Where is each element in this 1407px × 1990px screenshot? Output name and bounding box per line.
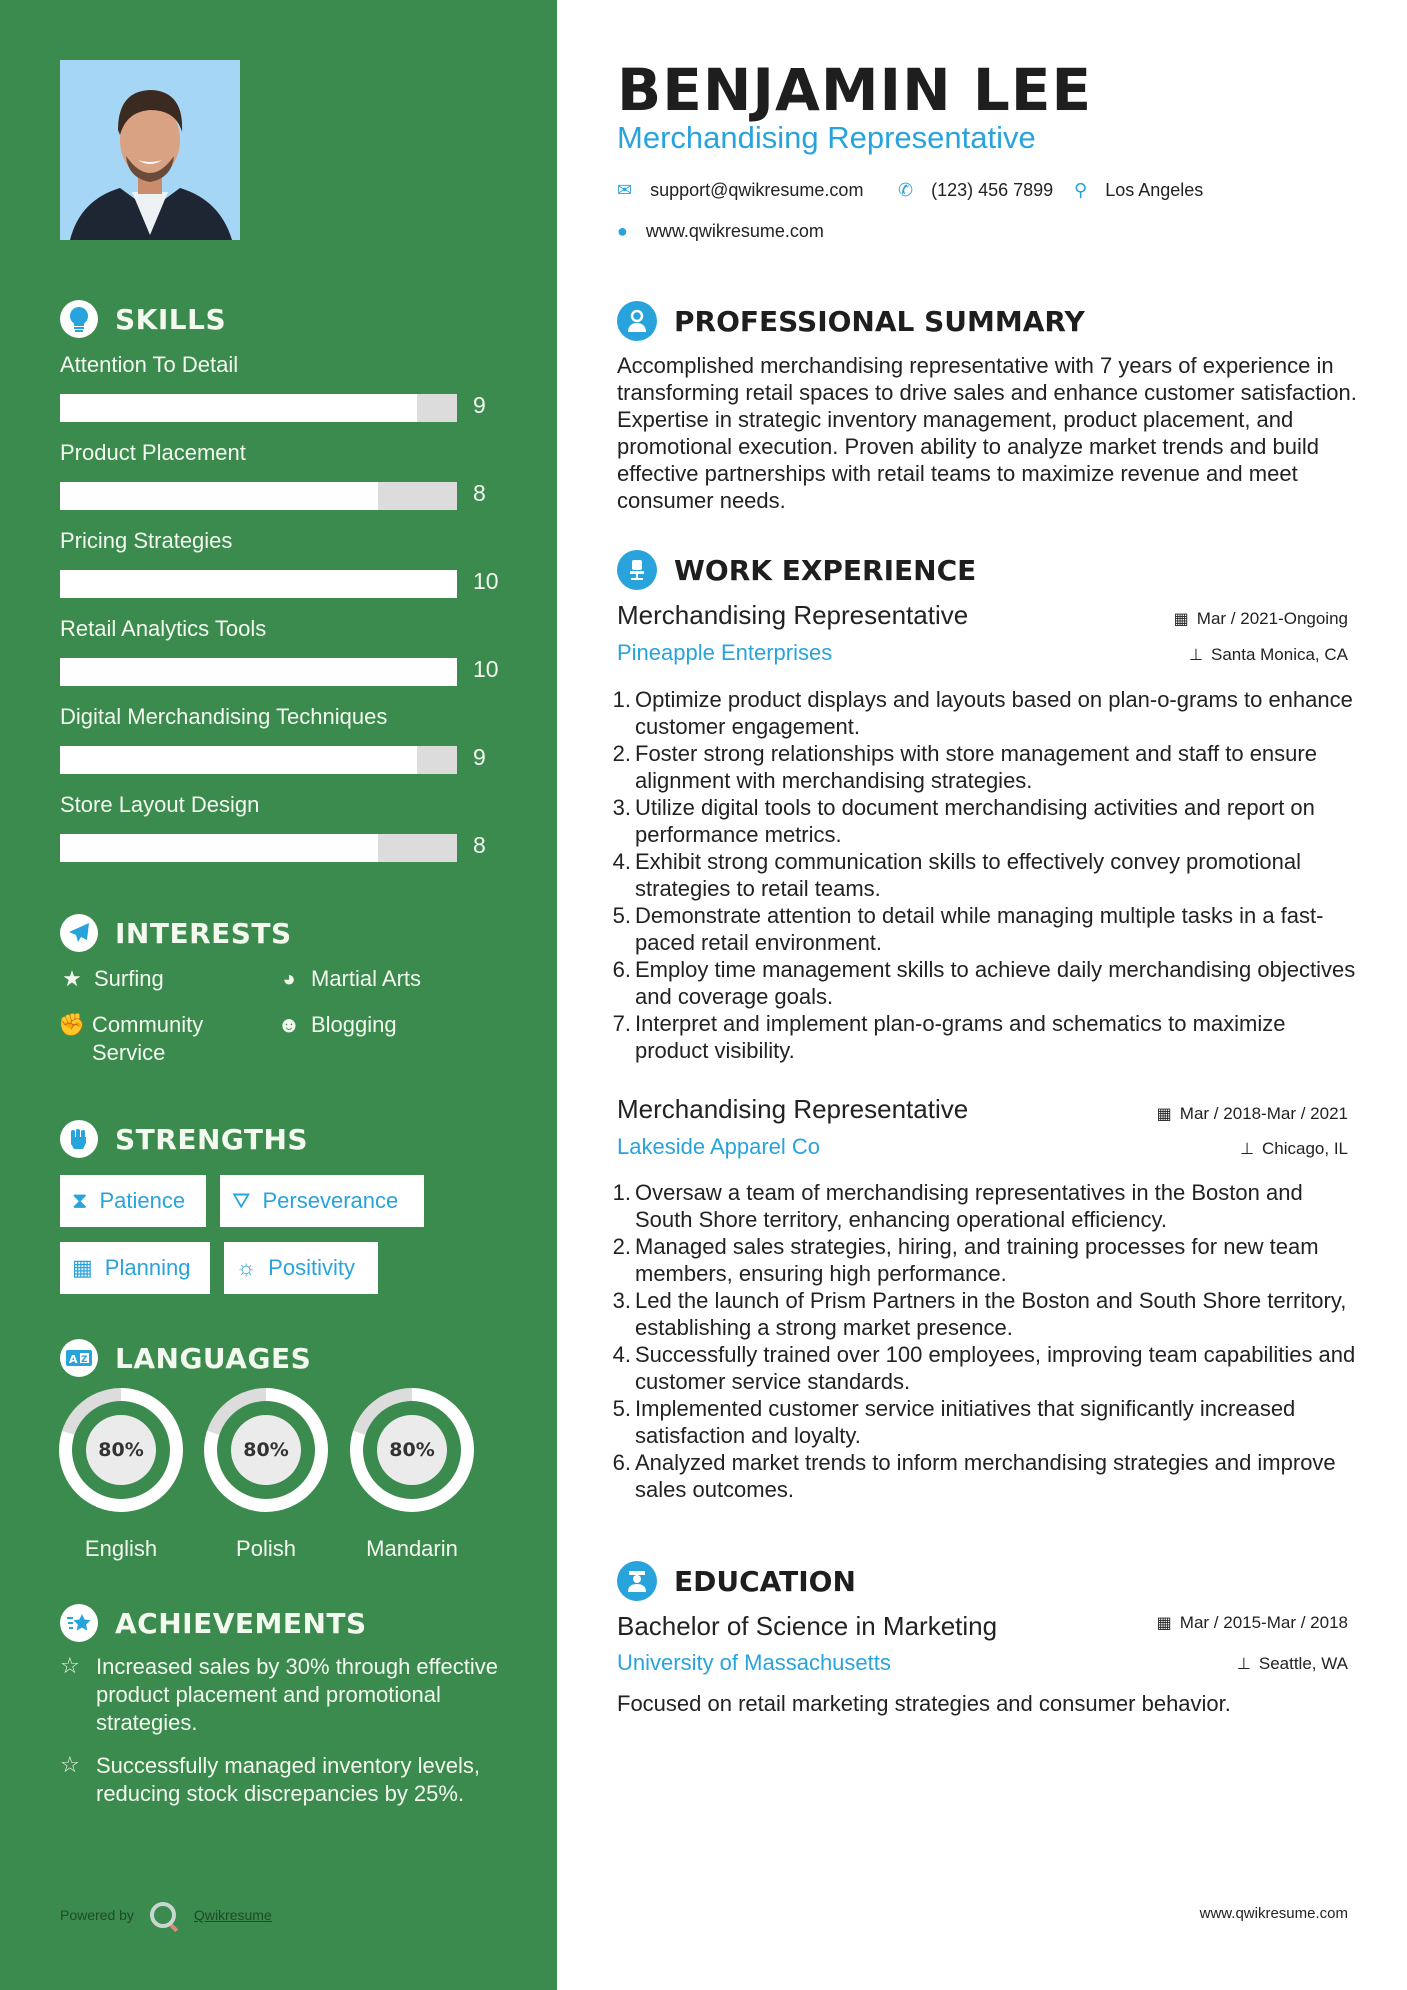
hourglass-icon: ⧗ (72, 1188, 88, 1213)
bullet-item: 3. Utilize digital tools to document merchandising activities and report on performance metrics. (612, 795, 1315, 847)
svg-text:A: A (69, 1353, 78, 1366)
education-header (617, 1561, 856, 1601)
svg-text:Z: Z (81, 1355, 88, 1365)
job-title: Merchandising Representative (617, 600, 969, 630)
achievements-title: ACHIEVEMENTS (115, 1606, 367, 1640)
fist-icon (60, 1120, 98, 1158)
skills-header (60, 300, 226, 338)
pushpin-icon: ⊥ (1240, 1141, 1254, 1158)
strength-label: Positivity (268, 1255, 355, 1280)
interest-label: Surfing (94, 966, 164, 991)
skill-label: Attention To Detail (60, 352, 239, 377)
office-chair-icon (617, 550, 657, 590)
pushpin-icon: ⊥ (1189, 647, 1203, 664)
achievement-item (60, 1752, 510, 1808)
achievement-text: Successfully managed inventory levels, reducing stock discrepancies by 25%. (96, 1753, 480, 1806)
phone-icon: ✆ (898, 180, 914, 200)
strength-label: Perseverance (262, 1188, 399, 1213)
shooting-star-icon: ☆ (60, 1752, 80, 1777)
skill-label: Product Placement (60, 440, 246, 465)
skill-item (60, 352, 500, 418)
skill-item (60, 616, 500, 682)
skills-title: SKILLS (115, 302, 227, 336)
job-dates: ▦ Mar / 2021-Ongoing (1173, 609, 1348, 628)
calendar-icon: ▦ (1156, 1615, 1172, 1632)
interest-label: Martial Arts (311, 966, 422, 991)
job-bullets (608, 1179, 1360, 1503)
skill-value: 9 (473, 392, 486, 418)
bullet-item: 3. Led the launch of Prism Partners in the Boston and South Shore territory, establishing a strong market presence. (612, 1288, 1347, 1340)
language-item (204, 1388, 328, 1562)
education-dates: ▦ Mar / 2015-Mar / 2018 (1156, 1613, 1348, 1632)
strength-chip (224, 1242, 378, 1294)
skill-bar (60, 394, 457, 422)
degree-title: Bachelor of Science in Marketing (617, 1611, 998, 1641)
globe-icon: ◕ (282, 966, 296, 991)
skill-bar (60, 658, 457, 686)
language-label: English (84, 1536, 158, 1561)
skill-item (60, 528, 500, 594)
interest-item (277, 965, 421, 993)
skill-bar (60, 746, 457, 774)
calendar-icon: ▦ (1173, 611, 1189, 628)
candidate-role: Merchandising Representative (617, 120, 1036, 155)
language-item (59, 1388, 183, 1562)
sun-icon: ☼ (236, 1255, 257, 1280)
interest-item (58, 1011, 238, 1067)
calendar-icon: ▦ (1156, 1106, 1172, 1123)
achievements-header (60, 1604, 367, 1642)
skill-value: 10 (473, 568, 499, 594)
bullet-item: 4. Successfully trained over 100 employees, improving team capabilities and customer service standards. (612, 1342, 1356, 1394)
paper-plane-icon (60, 914, 98, 952)
bullet-item: 5. Implemented customer service initiatives that significantly increased satisfaction and loyalty. (612, 1396, 1296, 1448)
globe-icon: ● (617, 221, 628, 241)
job-location: ⊥ Chicago, IL (1240, 1139, 1348, 1158)
school-name: University of Massachusetts (617, 1650, 891, 1675)
skill-bar (60, 570, 457, 598)
strengths-title: STRENGTHS (115, 1122, 309, 1156)
contact-website[interactable]: ● www.qwikresume.com (617, 221, 824, 241)
star-icon: ★ (62, 966, 82, 991)
bullet-item: 5. Demonstrate attention to detail while managing multiple tasks in a fast-paced retail environment. (612, 903, 1324, 955)
interests-title: INTERESTS (115, 916, 292, 950)
users-icon: ☻ (277, 1012, 301, 1037)
contact-location: ⚲ Los Angeles (1074, 180, 1204, 200)
skill-value: 9 (473, 744, 486, 770)
bullet-item: 1. Optimize product displays and layouts based on plan-o-grams to enhance customer engagement. (612, 687, 1353, 739)
shooting-star-icon (60, 1604, 98, 1642)
sidebar (0, 0, 557, 1990)
bullet-item: 1. Oversaw a team of merchandising representatives in the Boston and South Shore territory, enhancing operational efficiency. (612, 1180, 1303, 1232)
job-dates: ▦ Mar / 2018-Mar / 2021 (1156, 1104, 1348, 1123)
qwikresume-link[interactable]: Qwikresume (193, 1907, 272, 1923)
language-progress-ring (204, 1388, 328, 1512)
education-location: ⊥ Seattle, WA (1236, 1654, 1348, 1673)
bullet-item: 2. Foster strong relationships with store management and staff to ensure alignment with merchandising strategies. (612, 741, 1317, 793)
language-progress-ring (350, 1388, 474, 1512)
language-item (350, 1388, 474, 1562)
skill-value: 10 (473, 656, 499, 682)
interest-item (277, 1011, 397, 1039)
skill-label: Store Layout Design (60, 792, 260, 817)
envelope-icon: ✉ (617, 180, 633, 200)
languages-header (60, 1339, 311, 1377)
bullet-item: 4. Exhibit strong communication skills to effectively convey promotional strategies to retail teams. (612, 849, 1302, 901)
lightbulb-icon (60, 300, 98, 338)
summary-title: PROFESSIONAL SUMMARY (674, 304, 1085, 338)
calendar-icon: ▦ (72, 1255, 93, 1280)
skill-bar (60, 482, 457, 510)
education-title: EDUCATION (674, 1564, 856, 1598)
language-percent: 80% (86, 1415, 156, 1485)
bullet-item: 6. Employ time management skills to achieve daily merchandising objectives and coverage goals. (612, 957, 1356, 1009)
strength-chip (60, 1175, 206, 1227)
job-location: ⊥ Santa Monica, CA (1189, 645, 1348, 664)
summary-text: Accomplished merchandising representative with 7 years of experience in transforming retail spaces to drive sales and enhance customer satisfaction. Expertise in strategic inventory management, product placement, and promotional execution. Proven ability to analyze market trends and build effective partnerships with retail teams to maximize revenue and meet consumer needs. (617, 353, 1357, 513)
powered-by-label: Powered by (60, 1907, 134, 1923)
location-pin-icon: ⚲ (1074, 180, 1088, 200)
job-bullets (608, 686, 1360, 1064)
strength-chip (60, 1242, 210, 1294)
hand-icon: ✊ (58, 1012, 86, 1037)
strength-label: Patience (99, 1188, 186, 1213)
skill-value: 8 (473, 832, 486, 858)
skill-item (60, 792, 500, 858)
language-percent: 80% (377, 1415, 447, 1485)
skill-value: 8 (473, 480, 486, 506)
qwikresume-logo-icon (150, 1902, 176, 1928)
footer-website-link[interactable]: www.qwikresume.com (1199, 1905, 1348, 1922)
language-percent: 80% (231, 1415, 301, 1485)
strength-label: Planning (104, 1255, 191, 1280)
skill-label: Digital Merchandising Techniques (60, 704, 388, 729)
job-title: Merchandising Representative (617, 1094, 969, 1124)
language-label: Polish (236, 1536, 296, 1561)
interests-header (60, 914, 292, 952)
skill-item (60, 704, 500, 770)
job-company: Lakeside Apparel Co (617, 1134, 821, 1159)
graduate-icon (617, 1561, 657, 1601)
powered-by (60, 1902, 272, 1928)
interest-label: Community Service (92, 1012, 204, 1065)
road-icon: ⛛ (232, 1188, 251, 1213)
candidate-name: BENJAMIN LEE (617, 56, 1093, 124)
summary-header (617, 301, 1085, 341)
achievement-text: Increased sales by 30% through effective product placement and promotional strategies. (96, 1654, 498, 1735)
skill-bar (60, 834, 457, 862)
skill-label: Pricing Strategies (60, 528, 233, 553)
contact-phone[interactable]: ✆ (123) 456 7899 (898, 180, 1054, 200)
pushpin-icon: ⊥ (1236, 1656, 1251, 1673)
bullet-item: 2. Managed sales strategies, hiring, and training processes for new team members, ensuring high performance. (612, 1234, 1319, 1286)
experience-header (617, 550, 976, 590)
achievement-item (60, 1653, 510, 1737)
experience-title: WORK EXPERIENCE (674, 553, 977, 587)
translate-icon (60, 1339, 98, 1377)
contact-email[interactable]: ✉ support@qwikresume.com (617, 180, 864, 200)
shooting-star-icon: ☆ (60, 1653, 80, 1678)
language-progress-ring (59, 1388, 183, 1512)
profile-photo (60, 60, 240, 240)
skill-item (60, 440, 500, 506)
languages-title: LANGUAGES (115, 1341, 312, 1375)
strengths-header (60, 1120, 308, 1158)
strength-chip (220, 1175, 424, 1227)
bullet-item: 7. Interpret and implement plan-o-grams and schematics to maximize product visibility. (612, 1011, 1286, 1063)
interest-item (60, 965, 164, 993)
interest-label: Blogging (311, 1012, 397, 1037)
education-description: Focused on retail marketing strategies and consumer behavior. (617, 1691, 1231, 1716)
skill-label: Retail Analytics Tools (60, 616, 267, 641)
job-company: Pineapple Enterprises (617, 640, 833, 665)
bullet-item: 6. Analyzed market trends to inform merchandising strategies and improve sales outcomes. (612, 1450, 1336, 1502)
language-label: Mandarin (366, 1536, 458, 1561)
user-icon (617, 301, 657, 341)
